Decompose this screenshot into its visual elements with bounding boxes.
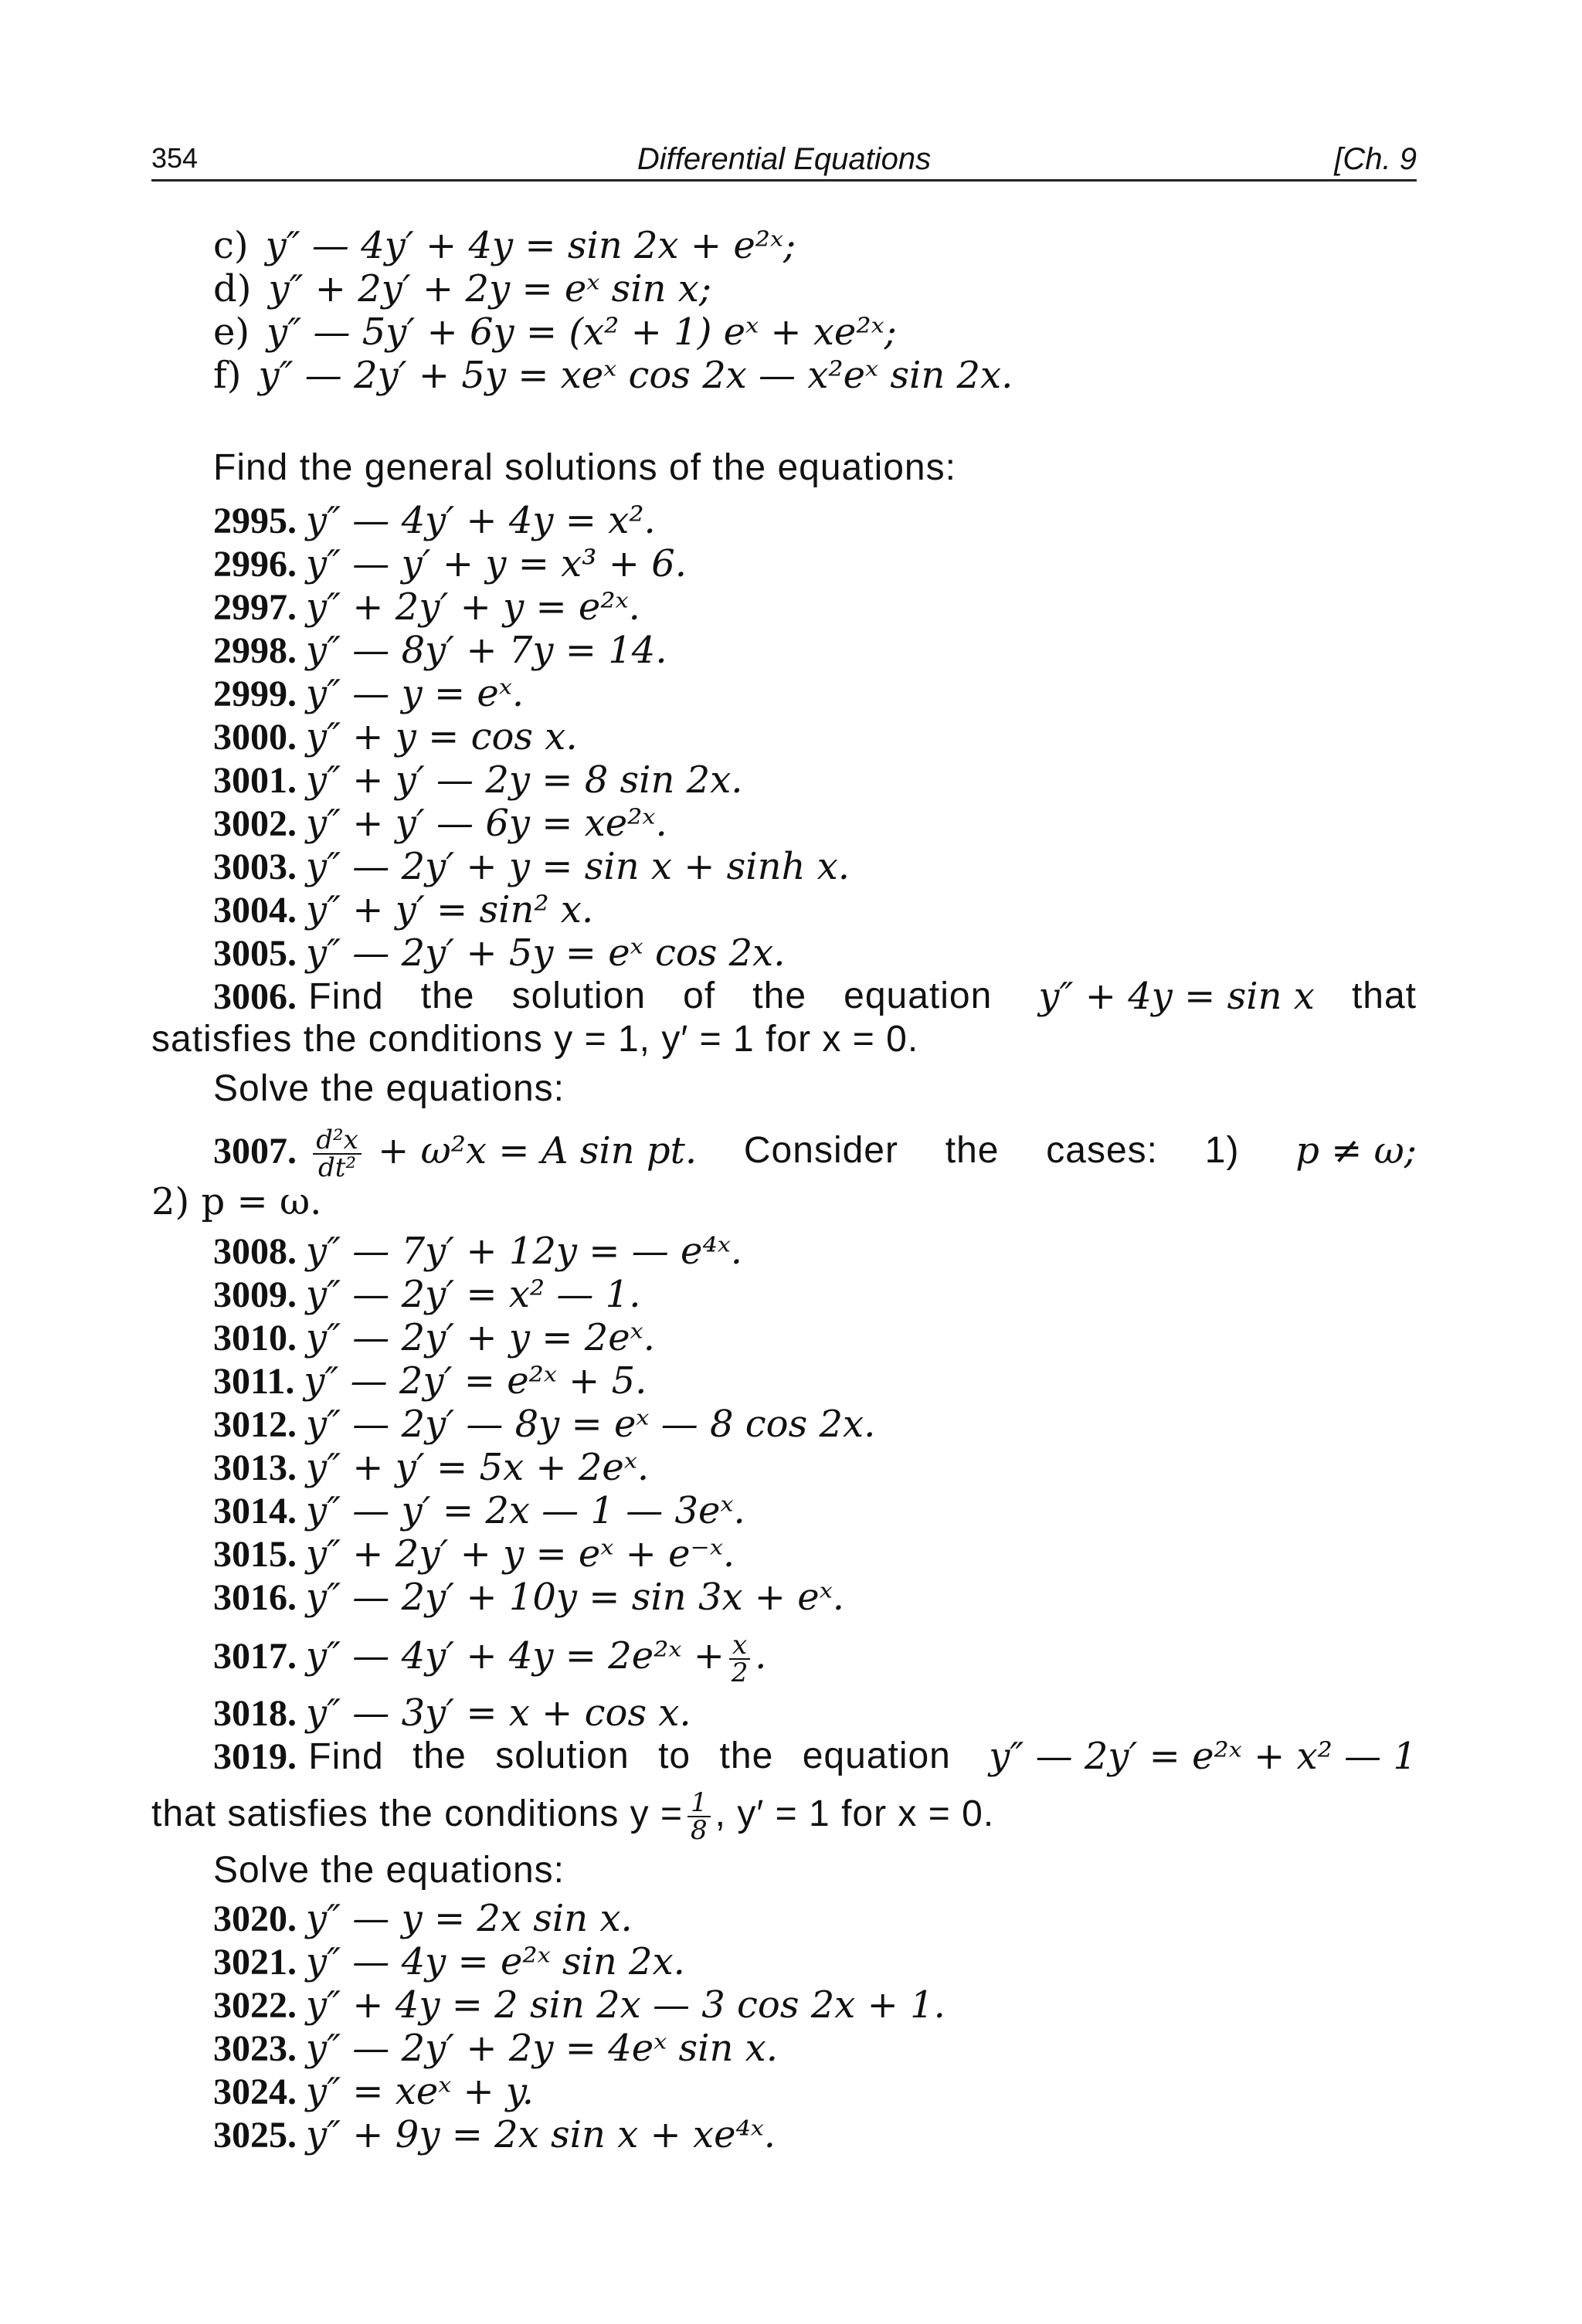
problem-3003: 3003. y″ — 2y′ + y = sin x + sinh x. <box>213 845 850 888</box>
problem-3001: 3001. y″ + y′ — 2y = 8 sin 2x. <box>213 758 743 802</box>
problem-3013: 3013. y″ + y′ = 5x + 2eˣ. <box>213 1446 650 1489</box>
problem-3007-line2: 2) p = ω. <box>151 1180 322 1223</box>
problem-3014: 3014. y″ — y′ = 2x — 1 — 3eˣ. <box>213 1489 745 1532</box>
problem-3024: 3024. y″ = xeˣ + y. <box>213 2070 535 2113</box>
problem-2996: 2996. y″ — y′ + y = x³ + 6. <box>213 542 687 585</box>
fraction-1-over-8: $\frac{1}{8}$ <box>687 1790 711 1844</box>
instruction-solve-1: Solve the equations: <box>213 1068 565 1109</box>
problem-3022: 3022. y″ + 4y = 2 sin 2x — 3 cos 2x + 1. <box>213 1983 945 2027</box>
problem-3002: 3002. y″ + y′ — 6y = xe²ˣ. <box>213 802 667 845</box>
problem-3021: 3021. y″ — 4y = e²ˣ sin 2x. <box>213 1940 685 1983</box>
problem-3023: 3023. y″ — 2y′ + 2y = 4eˣ sin x. <box>213 2027 778 2070</box>
problem-3006-line1: 3006. Find the solution of the equation y″ + 4y = sin x that <box>213 975 1417 1018</box>
fraction-x-over-2: $\frac{x}{2}$ <box>729 1632 750 1686</box>
running-title: Differential Equations <box>637 142 932 176</box>
problem-part-c: c) y″ — 4y′ + 4y = sin 2x + e²ˣ; <box>213 224 796 267</box>
problem-3016: 3016. y″ — 2y′ + 10y = sin 3x + eˣ. <box>213 1576 844 1619</box>
problem-3017: 3017. y″ — 4y′ + 4y = 2e²ˣ + $\frac{x}{2}$ . <box>213 1629 767 1688</box>
problem-part-d: d) y″ + 2y′ + 2y = eˣ sin x; <box>213 267 712 310</box>
problem-2995: 2995. y″ — 4y′ + 4y = x². <box>213 499 656 542</box>
problem-3004: 3004. y″ + y′ = sin² x. <box>213 888 594 931</box>
page-header <box>151 142 1417 182</box>
problem-3006-line2: satisfies the conditions y = 1, y′ = 1 for x = 0. <box>151 1019 919 1060</box>
problem-2997: 2997. y″ + 2y′ + y = e²ˣ. <box>213 585 640 629</box>
problem-3015: 3015. y″ + 2y′ + y = eˣ + e⁻ˣ. <box>213 1532 735 1576</box>
page-number: 354 <box>151 142 199 174</box>
problem-3019-line1: 3019. Find the solution to the equation y″ — 2y′ = e²ˣ + x² — 1 <box>213 1735 1417 1778</box>
problem-part-f: f) y″ — 2y′ + 5y = xeˣ cos 2x — x²eˣ sin 2x. <box>213 354 1013 397</box>
problem-3007-line1: 3007. $\frac{\text{d²x}}{\text{dt²}}$ + ω²x = A sin pt. Consider the cases: 1) p ≠ ω; <box>213 1124 1417 1183</box>
problem-3005: 3005. y″ — 2y′ + 5y = eˣ cos 2x. <box>213 931 786 975</box>
problem-3008: 3008. y″ — 7y′ + 12y = — e⁴ˣ. <box>213 1230 742 1273</box>
problem-3011: 3011. y″ — 2y′ = e²ˣ + 5. <box>213 1359 647 1403</box>
problem-3018: 3018. y″ — 3y′ = x + cos x. <box>213 1691 691 1735</box>
problem-3019-line2: that satisfies the conditions y = $\frac{1}{8}$ , y′ = 1 for x = 0. <box>151 1786 995 1846</box>
problem-part-e: e) y″ — 5y′ + 6y = (x² + 1) eˣ + xe²ˣ; <box>213 310 897 354</box>
instruction-general-solutions: Find the general solutions of the equations: <box>213 447 956 488</box>
problem-3012: 3012. y″ — 2y′ — 8y = eˣ — 8 cos 2x. <box>213 1403 876 1446</box>
problem-3000: 3000. y″ + y = cos x. <box>213 715 578 758</box>
instruction-solve-2: Solve the equations: <box>213 1850 565 1891</box>
chapter-label: [Ch. 9 <box>1334 142 1417 176</box>
problem-3025: 3025. y″ + 9y = 2x sin x + xe⁴ˣ. <box>213 2113 776 2156</box>
fraction-d2x-dt2: $\frac{\text{d²x}}{\text{dt²}}$ <box>313 1127 362 1181</box>
problem-3009: 3009. y″ — 2y′ = x² — 1. <box>213 1273 641 1316</box>
problem-2998: 2998. y″ — 8y′ + 7y = 14. <box>213 629 667 672</box>
problem-2999: 2999. y″ — y = eˣ. <box>213 672 525 715</box>
problem-3010: 3010. y″ — 2y′ + y = 2eˣ. <box>213 1316 655 1359</box>
problem-3020: 3020. y″ — y = 2x sin x. <box>213 1897 633 1940</box>
